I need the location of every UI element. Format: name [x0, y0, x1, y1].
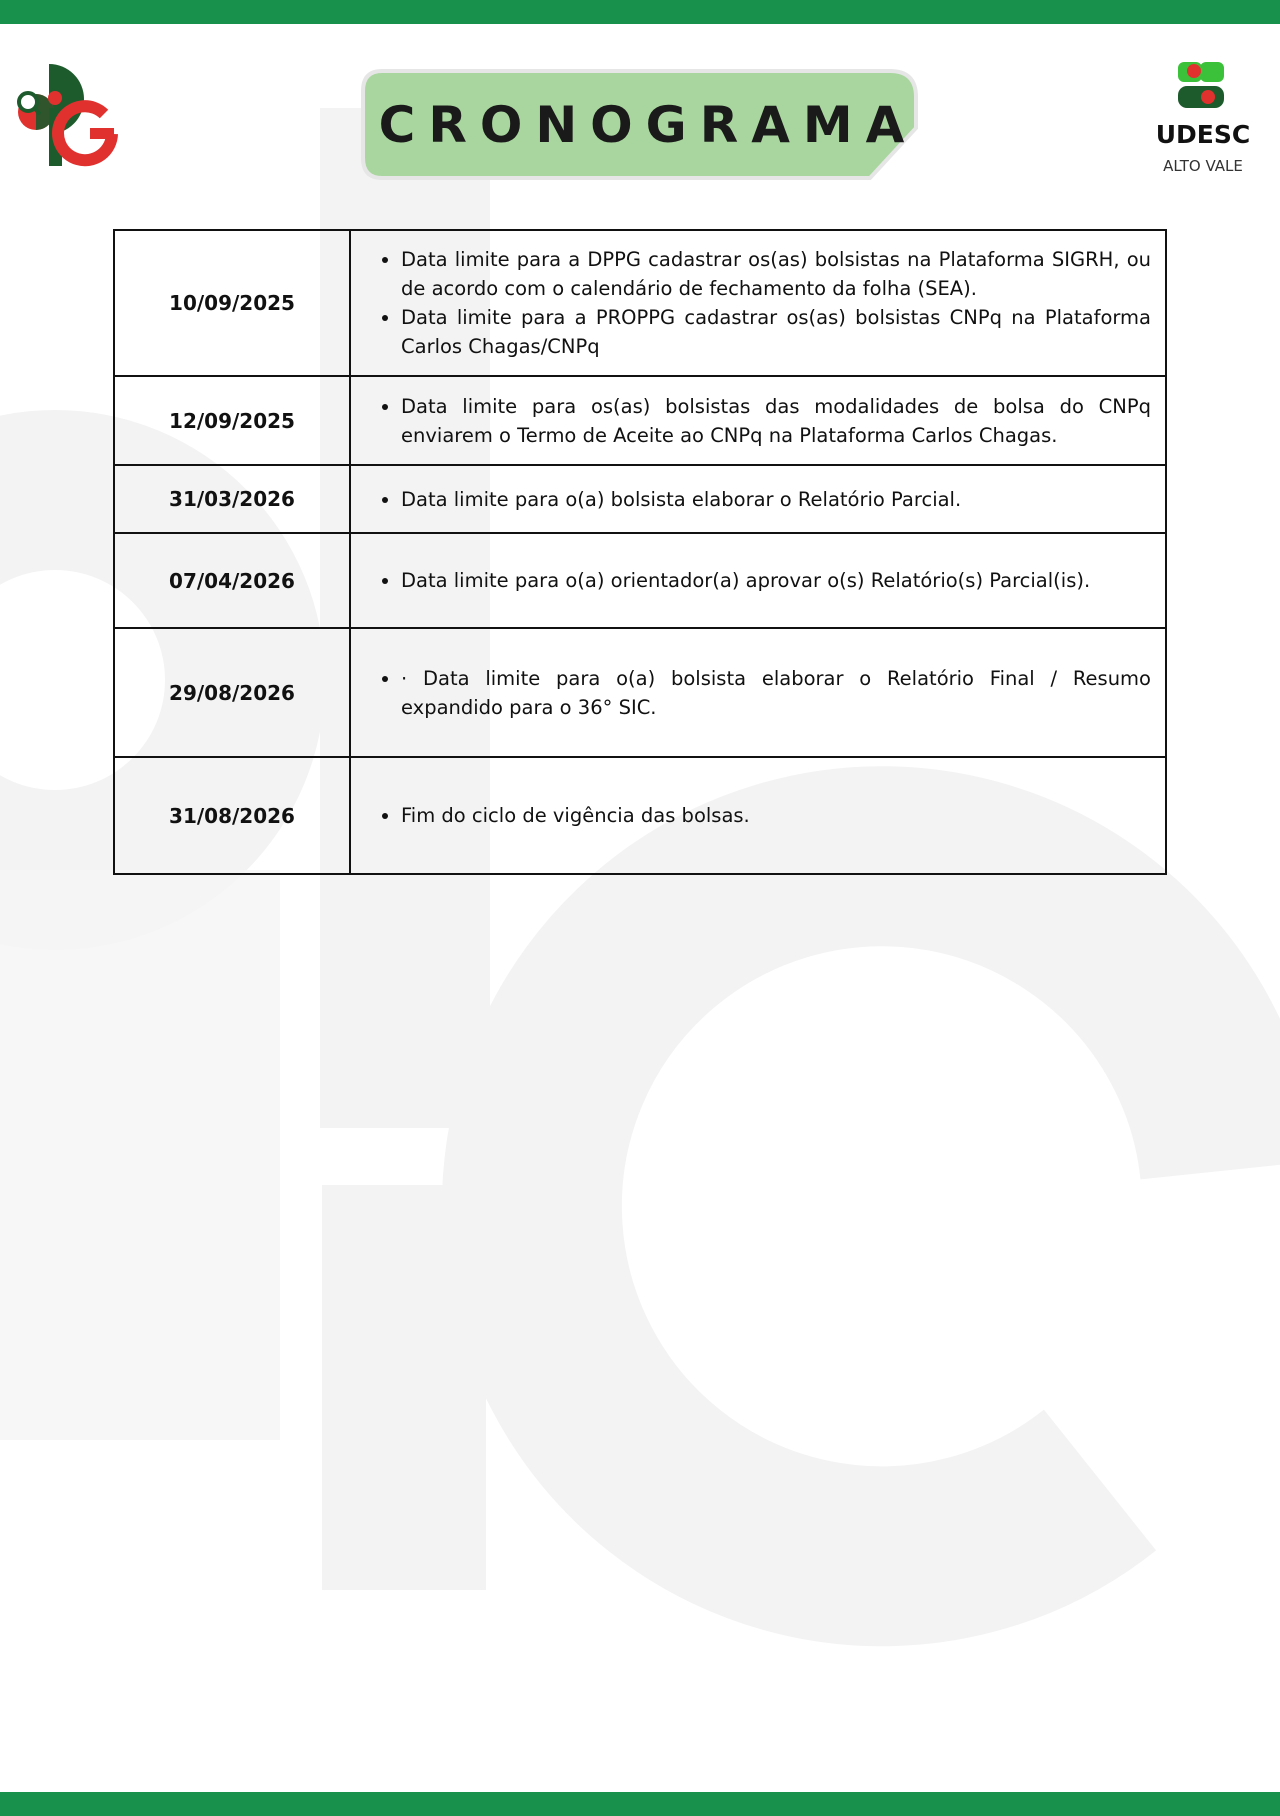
table-row	[114, 533, 1166, 628]
list-item: • Data limite para o(a) bolsista elaborar o Relatório Parcial.	[401, 485, 1151, 514]
table-row	[114, 628, 1166, 757]
ig-logo	[14, 64, 124, 174]
table-row	[114, 230, 1166, 376]
list-item: • Data limite para a DPPG cadastrar os(as) bolsistas na Plataforma SIGRH, ou de acordo com o calendário de fechamento da folha (SEA).	[401, 245, 1151, 303]
row-description	[350, 230, 1166, 376]
bottom-green-bar	[0, 1792, 1280, 1816]
table-row	[114, 376, 1166, 465]
row-date: 07/04/2026	[114, 533, 350, 628]
udesc-subtitle: ALTO VALE	[1163, 157, 1243, 175]
udesc-logo	[1140, 58, 1260, 178]
schedule-table	[113, 229, 1167, 875]
row-description	[350, 757, 1166, 874]
list-item: • Fim do ciclo de vigência das bolsas.	[401, 801, 1151, 830]
row-date: 12/09/2025	[114, 376, 350, 465]
row-description	[350, 628, 1166, 757]
table-row	[114, 757, 1166, 874]
table-row	[114, 465, 1166, 533]
list-item: • Data limite para a PROPPG cadastrar os(as) bolsistas CNPq na Plataforma Carlos Chagas/CNPq	[401, 303, 1151, 361]
list-item: • · Data limite para o(a) bolsista elaborar o Relatório Final / Resumo expandido para o 36° SIC.	[401, 664, 1151, 722]
list-item: • Data limite para o(a) orientador(a) aprovar o(s) Relatório(s) Parcial(is).	[401, 566, 1151, 595]
title-badge	[360, 68, 920, 182]
udesc-name: UDESC	[1155, 120, 1251, 149]
row-date: 31/08/2026	[114, 757, 350, 874]
row-description	[350, 465, 1166, 533]
row-description	[350, 376, 1166, 465]
page-title: CRONOGRAMA	[378, 96, 918, 154]
row-date: 29/08/2026	[114, 628, 350, 757]
row-description	[350, 533, 1166, 628]
list-item: • Data limite para os(as) bolsistas das modalidades de bolsa do CNPq enviarem o Termo de Aceite ao CNPq na Plataforma Carlos Chagas.	[401, 392, 1151, 450]
row-date: 10/09/2025	[114, 230, 350, 376]
row-date: 31/03/2026	[114, 465, 350, 533]
